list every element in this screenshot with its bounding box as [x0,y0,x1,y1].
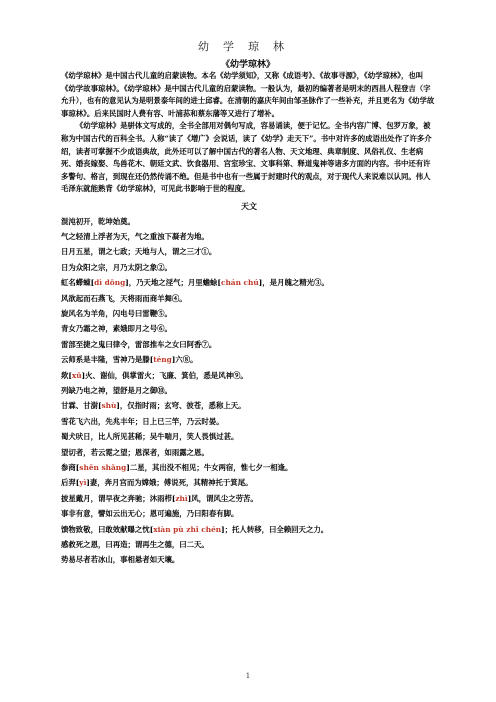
page-number: 1 [245,672,251,680]
verse-line [61,321,437,336]
verse-text: ]；托人转移，曰全赖回天之力。 [221,524,329,534]
verse-text: 参商[ [61,463,80,473]
verse-text: 甘霖、甘澍[ [61,401,102,411]
verse-line [61,414,437,429]
verse-line [61,291,437,306]
verse-text: 蜀犬吠日，比人所见甚稀；吴牛喘月，笑人畏惧过甚。 [61,432,239,442]
verse-text: 日月五星，谓之七政；天地与人，谓之三才①。 [61,247,217,257]
verse-text: 青女乃霜之神，素娥即月之号⑥。 [61,324,172,334]
verse-line [61,229,437,244]
verse-text: 披星戴月，谓早夜之奔驰；沐雨栉[ [61,493,176,503]
verse-line [61,383,437,398]
verse-text: ]，仅指时雨；玄穹、彼苍，悉称上天。 [116,401,246,411]
pinyin-annotation: dì dōng [94,278,126,288]
verse-line [61,475,437,490]
verse-text: ]火、谢仙，俱掌雷火；飞廉、箕伯，悉是风神⑨。 [81,370,248,380]
verse-line [61,522,437,537]
verse-line [61,337,437,352]
intro-paragraph-1: 《幼学琼林》是中国古代儿童的启蒙读物。本名《幼学须知》，又称《成语考》、《故事寻源》，《幼学琼林》，也叫《幼学故事琼林》。《幼学琼林》是中国古代儿童的启蒙读物。一般认为，最初的编著者是明末的西昌人程登吉（字允升），也有的意见认为是明景泰年间的进士邱睿。在清朝的嘉庆年间由邹圣脉作了一些补充，并且更名为《幼学故事琼林》。后来民国时人费有容、叶浦荪和蔡东藩等又进行了增补。 [61,71,435,118]
verse-text: 日为众阳之宗，月乃太阴之象②。 [61,262,172,272]
verse-line [61,352,437,367]
pinyin-annotation: xū [71,370,82,380]
verse-line [61,460,437,475]
document-title: 《幼学琼林》 [220,60,275,70]
verse-text: 虹名䗖蝀[ [61,278,95,288]
verse-text: 云师系是丰隆，雪神乃是滕[ [61,355,154,365]
verse-text: 混沌初开，乾坤始奠。 [61,216,135,226]
verse-text: 列缺乃电之神，望舒是月之御⑩。 [61,386,172,395]
verse-line [61,306,437,321]
verse-line [61,214,437,229]
pinyin-annotation: shù [101,401,117,411]
verse-lines [61,214,437,568]
verse-line [61,429,437,444]
verse-text: 风欲起而石燕飞，天将雨而商羊舞④。 [61,293,187,303]
verse-text: ]，乃天地之淫气；月里蟾蜍[ [125,278,221,288]
pinyin-annotation: shēn shāng [79,463,127,473]
verse-line [61,552,437,567]
verse-line [61,244,437,259]
verse-line [61,275,437,290]
pinyin-annotation: yì [79,478,87,488]
verse-text: 后羿[ [61,478,80,488]
verse-text: ]风，谓风尘之劳苦。 [187,493,258,503]
pinyin-annotation: chán chú [220,278,259,288]
section-heading: 天文 [241,200,257,211]
verse-text: ]二星，其出没不相见；牛女两宿，惟七夕一相逢。 [126,463,293,473]
verse-text: 欻[ [61,370,72,380]
verse-text: 事非有意，譬如云出无心；恩可遍施，乃曰阳春有脚。 [61,509,239,519]
pinyin-annotation: xiàn pù zhī chén [153,524,222,534]
verse-line [61,506,437,521]
verse-line [61,398,437,413]
verse-text: 雪花飞六出，先兆丰年；日上已三竿，乃云时晏。 [61,416,224,426]
page-header: 幼学琼林 [198,40,298,53]
verse-text: ]，是月魄之精光③。 [258,278,329,288]
verse-text: 感救死之恩，曰再造；谓再生之德，曰二天。 [61,540,209,550]
verse-text: 旋风名为羊角，闪电号曰雷鞭⑤。 [61,308,172,318]
verse-line [61,260,437,275]
document-body [61,70,437,568]
pinyin-annotation: zhì [175,493,188,503]
verse-text: 势易尽者若冰山，事相悬者如天壤。 [61,555,180,565]
verse-text: ]六⑧。 [171,355,198,365]
verse-line [61,491,437,506]
verse-text: 雷部至捷之鬼曰律令，雷部推车之女曰阿香⑦。 [61,339,217,349]
verse-line [61,368,437,383]
intro-paragraph-2: 《幼学琼林》是骈体文写成的，全书全部用对偶句写成，容易诵读，便于记忆。全书内容广博、包罗万象，被称为中国古代的百科全书。人称“读了《增广》会说话，读了《幼学》走天下”。书中对许多的成语出处作了许多介绍，读者可掌握不少成语典故，此外还可以了解中国古代的著名人物、天文地理、典章制度、风俗礼仪、生老病死、婚丧嫁娶、鸟兽花木、朝廷文武、饮食器用、宫室珍宝、文事科第、释道鬼神等诸多方面的内容。书中还有许多警句、格言，到现在还仍然传诵不绝。但是书中也有一些属于封建时代的观点，对于现代人来说难以认同。伟人毛泽东就能熟背《幼学琼林》，可见此书影响于世的程度。 [61,121,432,194]
verse-text: ]妻，奔月宫而为嫦娥；傅说死，其精神托于箕尾。 [86,478,253,488]
verse-line [61,445,437,460]
verse-text: 气之轻清上浮者为天，气之重浊下凝者为地。 [61,231,209,241]
verse-text: 望切者，若云霓之望；恩深者，如雨露之恩。 [61,447,209,457]
verse-line [61,537,437,552]
pinyin-annotation: téng [153,355,172,365]
verse-text: 馈物致敬，曰敢效献曝之忱[ [61,524,154,534]
